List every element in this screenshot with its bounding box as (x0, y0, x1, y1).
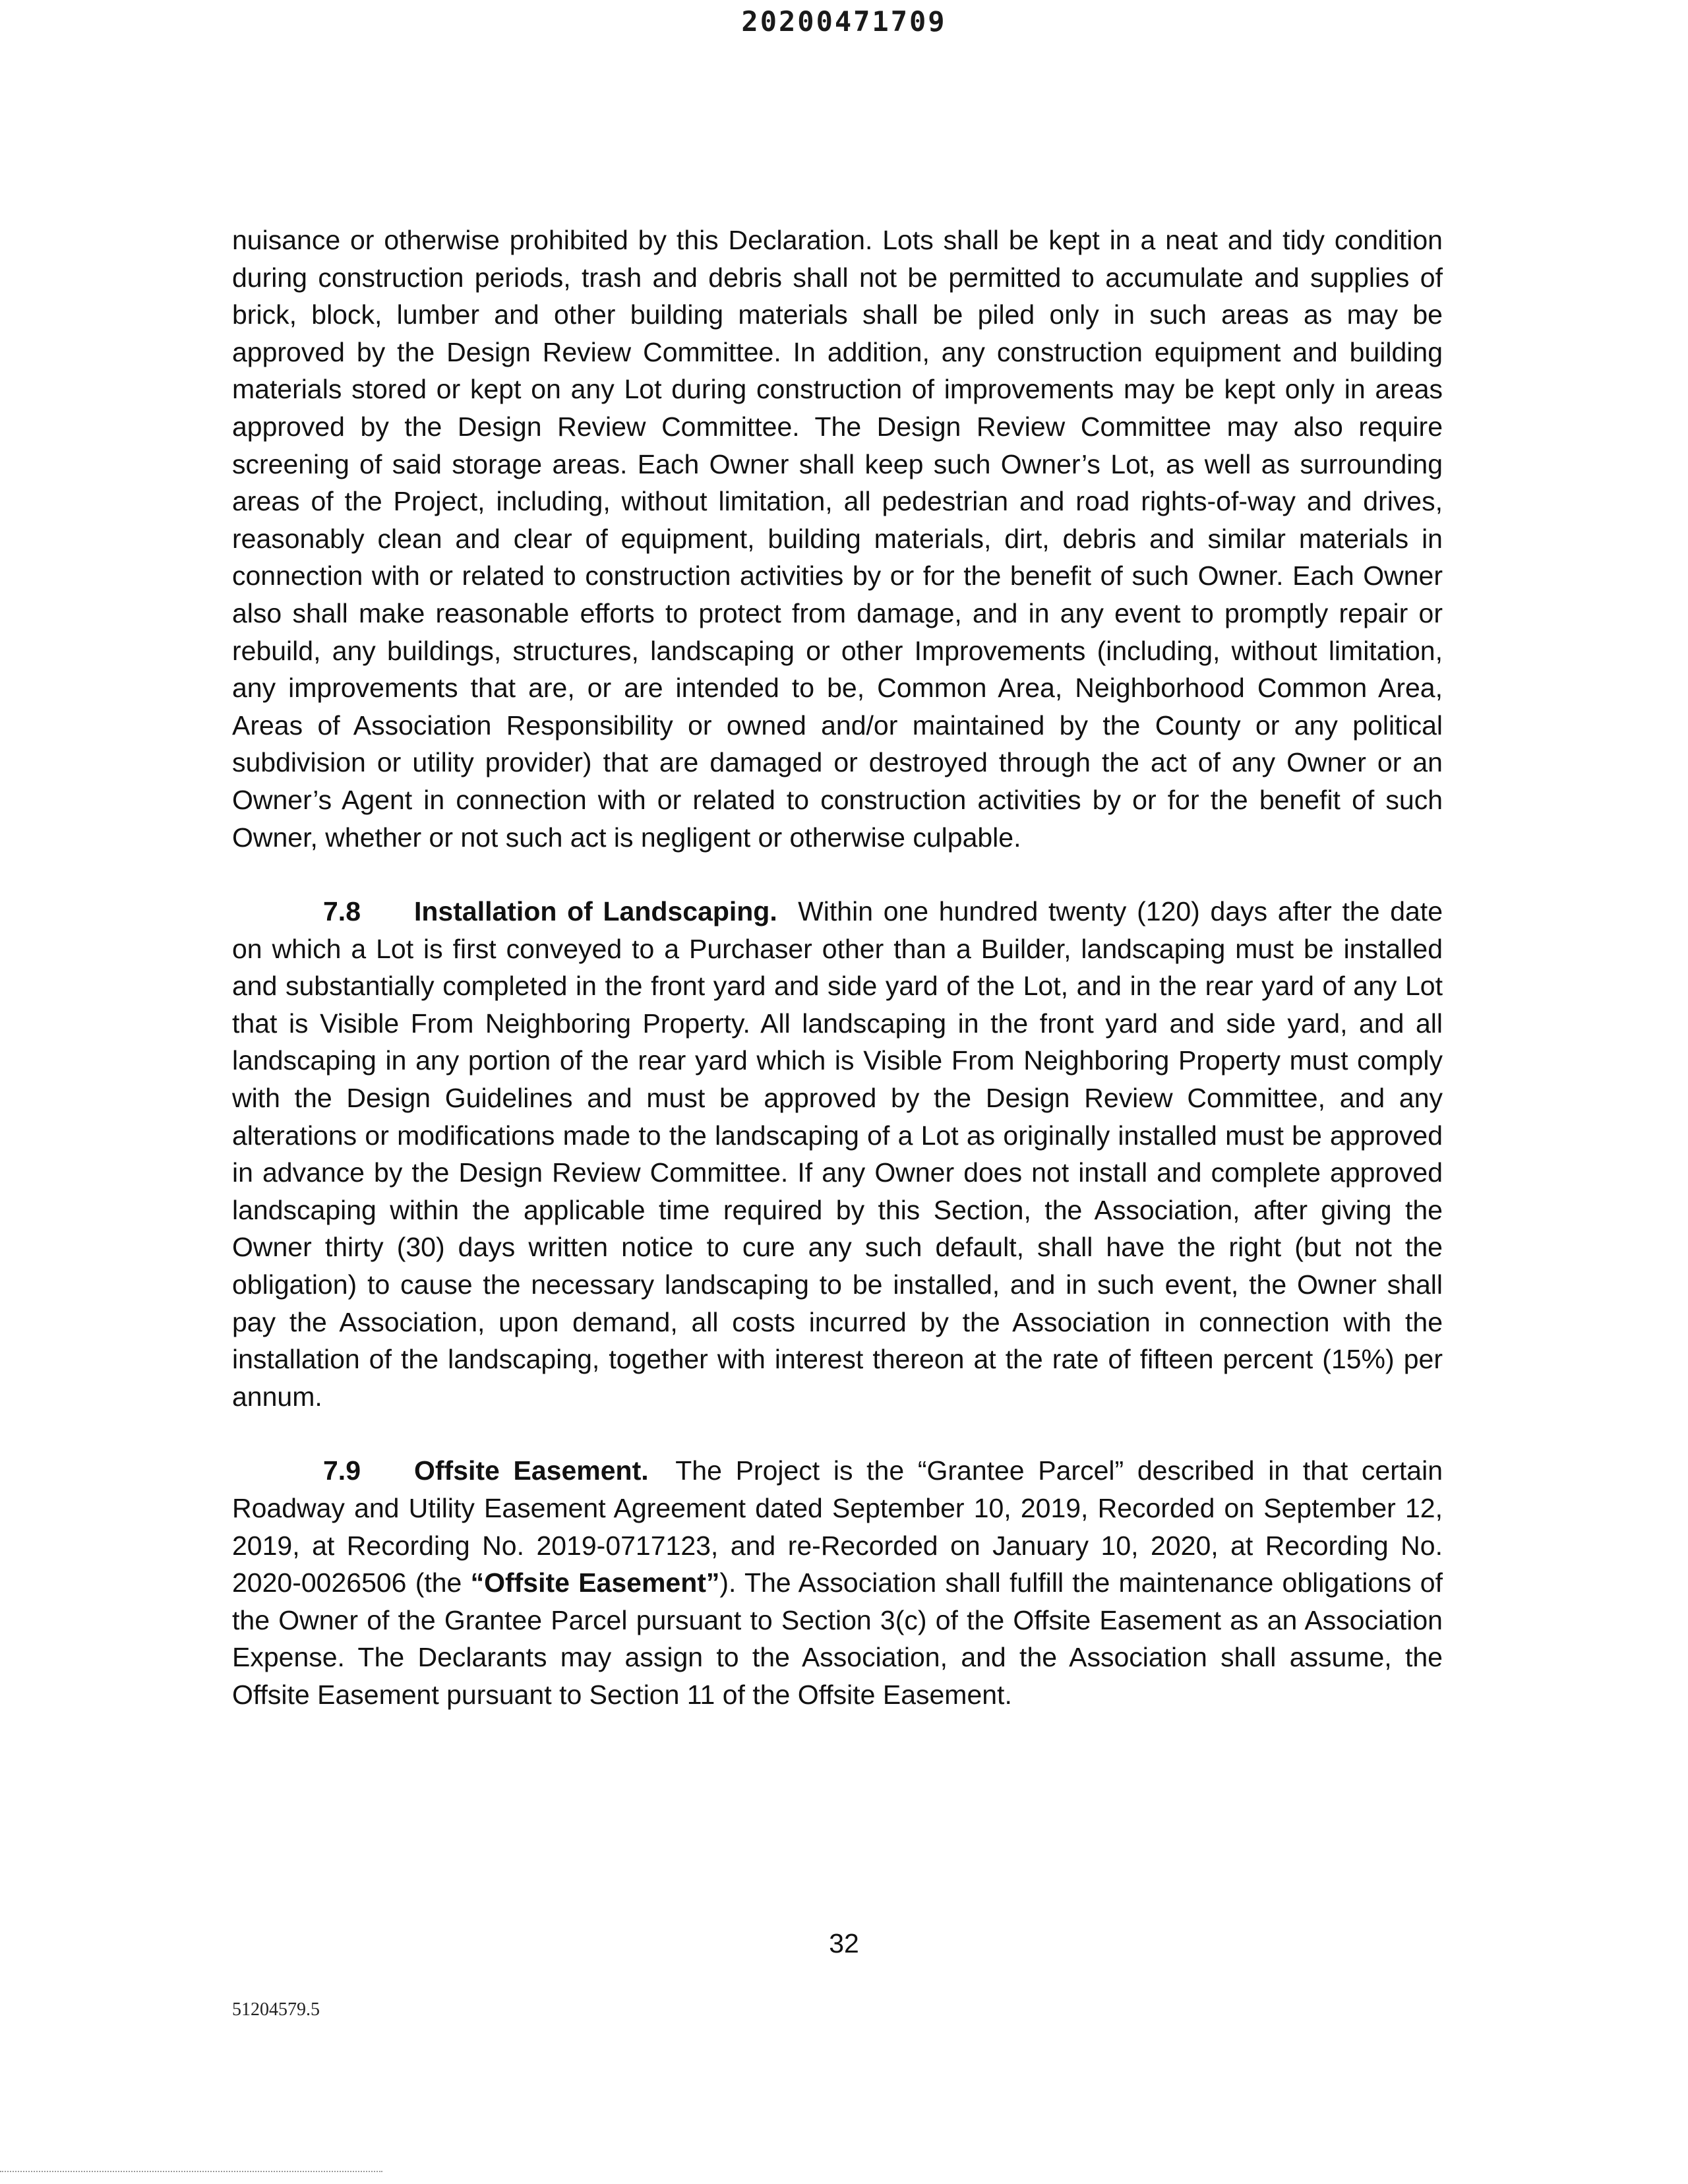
section-text: The Project is the “Grantee Parcel” described in that certain Roadway and Utility Easement Agreement dated September 10, 2019, Recorded on September 12, 2019, at Recording No. 2019-0717123, and re-Recorded on January 10, 2020, at Recording No. 2020-0026506 (the (232, 1455, 1443, 1598)
section-number: 7.9 (323, 1455, 361, 1486)
recording-number: 20200471709 (741, 5, 947, 38)
continuation-paragraph: nuisance or otherwise prohibited by this Declaration. Lots shall be kept in a neat and tidy condition during construction periods, trash and debris shall not be permitted to accumulate and supplies of brick, block, lumber and other building materials shall be piled only in such areas as may be approved by the Design Review Committee. In addition, any construction equipment and building materials stored or kept on any Lot during construction of improvements may be kept only in areas approved by the Design Review Committee. The Design Review Committee may also require screening of said storage areas. Each Owner shall keep such Owner’s Lot, as well as surrounding areas of the Project, including, without limitation, all pedestrian and road rights-of-way and drives, reasonably clean and clear of equipment, building materials, dirt, debris and similar materials in connection with or related to construction activities by or for the benefit of such Owner. Each Owner also shall make reasonable efforts to protect from damage, and in any event to promptly repair or rebuild, any buildings, structures, landscaping or other Improvements (including, without limitation, any improvements that are, or are intended to be, Common Area, Neighborhood Common Area, Areas of Association Responsibility or owned and/or maintained by the County or any political subdivision or utility provider) that are damaged or destroyed through the act of any Owner or an Owner’s Agent in connection with or related to construction activities by or for the benefit of such Owner, whether or not such act is negligent or otherwise culpable. (232, 225, 1443, 853)
page-number: 32 (829, 1928, 859, 1958)
scan-edge-divider (0, 2171, 382, 2172)
section-text: Within one hundred twenty (120) days after the date on which a Lot is first conveyed to a Purchaser other than a Builder, landscaping must be installed and substantially completed in the front yard and side yard of the Lot, and in the rear yard of any Lot that is Visible From Neighboring Property. All landscaping in the front yard and side yard, and all landscaping in any portion of the rear yard which is Visible From Neighboring Property must comply with the Design Guidelines and must be approved by the Design Review Committee, and any alterations or modifications made to the landscaping of a Lot as originally installed must be approved in advance by the Design Review Committee. If any Owner does not install and complete approved landscaping within the applicable time required by this Section, the Association, after giving the Owner thirty (30) days written notice to cure any such default, shall have the right (but not the obligation) to cause the necessary landscaping to be installed, and in such event, the Owner shall pay the Association, upon demand, all costs incurred by the Association in connection with the installation of the landscaping, together with interest thereon at the rate of fifteen percent (15%) per annum. (232, 896, 1443, 1412)
section-7-9 (232, 1452, 1443, 1713)
document-id: 51204579.5 (232, 1999, 320, 2020)
section-7-8 (232, 893, 1443, 1415)
section-title: Installation of Landscaping. (414, 896, 777, 927)
document-body (232, 222, 1443, 1714)
section-title: Offsite Easement. (414, 1455, 649, 1486)
section-text-continued: ). The Association shall fulfill the maintenance obligations of the Owner of the Grantee Parcel pursuant to Section 3(c) of the Offsite Easement as an Association Expense. The Declarants may assign to the Association, and the Association shall assume, the Offsite Easement pursuant to Section 11 of the Offsite Easement. (232, 1567, 1443, 1710)
section-number: 7.8 (323, 896, 361, 927)
defined-term: “Offsite Easement” (470, 1567, 720, 1598)
